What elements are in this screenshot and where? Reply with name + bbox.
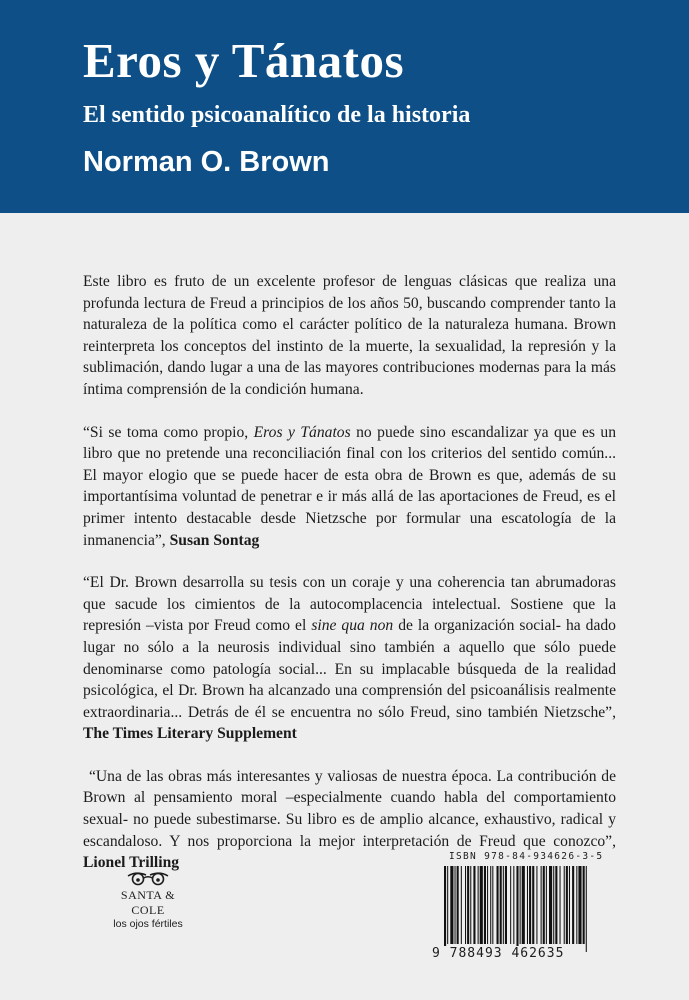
barcode-bar bbox=[480, 866, 483, 944]
barcode-bar bbox=[492, 866, 493, 944]
barcode-bar bbox=[566, 866, 568, 944]
barcode-bar bbox=[467, 866, 469, 944]
intro-paragraph: Este libro es fruto de un excelente profesor de lenguas clásicas que realiza una profunda lectura de Freud a principios de los años 50, buscando comprender tanto la naturaleza de la política como el carácter político de la naturaleza humana. Brown reinterpreta los conceptos del instinto de la muerte, la sexualidad, la represión y la sublimación, dando lugar a una de las mayores contribuciones modernas para la más íntima comprensión de la condición humana. bbox=[83, 273, 616, 398]
barcode-bar bbox=[560, 866, 561, 944]
barcode-bar bbox=[473, 866, 475, 944]
barcode-bar bbox=[549, 866, 552, 944]
glasses-icon bbox=[126, 870, 170, 886]
barcode-bar bbox=[572, 866, 574, 944]
quote-text: “Si se toma como propio, bbox=[83, 423, 254, 441]
barcode-bar bbox=[541, 866, 542, 944]
book-title: Eros y Tánatos bbox=[83, 33, 405, 88]
publisher-name: SANTA & COLE bbox=[120, 888, 176, 917]
quote-source: Susan Sontag bbox=[169, 531, 260, 549]
barcode-number: 9 788493 462635 bbox=[432, 946, 565, 961]
back-cover-text bbox=[83, 271, 616, 895]
barcode-bar bbox=[478, 866, 479, 944]
barcode-bar bbox=[543, 866, 545, 944]
barcode-bar bbox=[569, 866, 570, 944]
quote-tls bbox=[83, 572, 616, 745]
quote-text: “Una de las obras más interesantes y valiosas de nuestra época. La contribución de Brown al pensamiento moral –especialmente cuando habla del comportamiento sexual- no puede subestimarse. Su libro es de amplio alcance, exhaustivo, radical y escandaloso. Y nos proporciona la mejor interpretación de Freud que conozco”, bbox=[83, 767, 616, 850]
barcode-bar bbox=[555, 866, 557, 944]
barcode-bar bbox=[586, 866, 587, 952]
barcode-bar bbox=[465, 866, 466, 944]
isbn-label: ISBN 978-84-934626-3-5 bbox=[449, 851, 604, 862]
barcode-bar bbox=[503, 866, 504, 944]
barcode-bar bbox=[505, 866, 507, 944]
quote-italic: sine qua non bbox=[311, 617, 394, 635]
barcode-bar bbox=[444, 866, 446, 952]
barcode-bar bbox=[532, 866, 534, 944]
barcode-bar bbox=[510, 866, 511, 944]
barcode-bar bbox=[484, 866, 486, 944]
barcode-bar bbox=[461, 866, 462, 944]
barcode-bar bbox=[546, 866, 547, 944]
quote-text: de la organización social- ha dado lugar no sólo a la neurosis individual sino también a aquello que sólo puede denominarse como patología social... En su implacable búsqueda de la realidad psicológica, el Dr. Brown ha alcanzado una comprensión del psicoanálisis realmente extraordinaria... Detrás de él se encuentra no sólo Freud, sino también Nietzsche”, bbox=[83, 617, 616, 721]
barcode-bar bbox=[497, 866, 499, 944]
barcode bbox=[441, 866, 591, 954]
barcode-bar bbox=[516, 866, 518, 952]
barcode-bar bbox=[536, 866, 537, 944]
barcode-bar bbox=[527, 866, 528, 944]
barcode-bar bbox=[455, 866, 456, 944]
quote-sontag bbox=[83, 422, 616, 552]
quote-source: Lionel Trilling bbox=[83, 854, 180, 872]
barcode-bar bbox=[490, 866, 491, 944]
publisher-logo bbox=[108, 870, 188, 931]
barcode-bar bbox=[564, 866, 565, 944]
barcode-bar bbox=[576, 866, 577, 944]
quote-text: “El Dr. Brown desarrolla su tesis con un coraje y una coherencia tan abrumadoras que sacude los cimientos de la autocomplacencia intelectual. Sostiene que la represión –vista por Freud como el bbox=[83, 574, 616, 635]
barcode-bar bbox=[457, 866, 459, 944]
barcode-bar bbox=[520, 866, 521, 944]
barcode-bar bbox=[487, 866, 488, 944]
publisher-collection: los ojos fértiles bbox=[113, 918, 183, 930]
quote-text: no puede sino escandalizar ya que es un libro que no pretende una reconciliación final con los criterios del sentido común... El mayor elogio que se puede hacer de esta obra de Brown es que, además de su importantísima voluntad de penetrar e ir más allá de las aportaciones de Freud, es el primer intento destacable desde Nietzsche por formular una escatología de la inmanencia”, bbox=[83, 423, 617, 549]
barcode-bar bbox=[583, 866, 585, 944]
barcode-bar bbox=[447, 866, 448, 944]
book-subtitle: El sentido psicoanalítico de la historia bbox=[83, 102, 471, 128]
barcode-bar bbox=[500, 866, 502, 944]
barcode-bar bbox=[513, 866, 514, 944]
book-author: Norman O. Brown bbox=[83, 146, 330, 178]
cover-header bbox=[0, 0, 689, 213]
quote-italic: Eros y Tánatos bbox=[253, 423, 351, 441]
barcode-bar bbox=[450, 866, 453, 944]
barcode-bar bbox=[578, 866, 581, 944]
barcode-bar bbox=[529, 866, 531, 944]
quote-source: The Times Literary Supplement bbox=[83, 725, 297, 743]
barcode-bar bbox=[553, 866, 554, 944]
barcode-bar bbox=[522, 866, 525, 944]
barcode-bar bbox=[470, 866, 471, 944]
